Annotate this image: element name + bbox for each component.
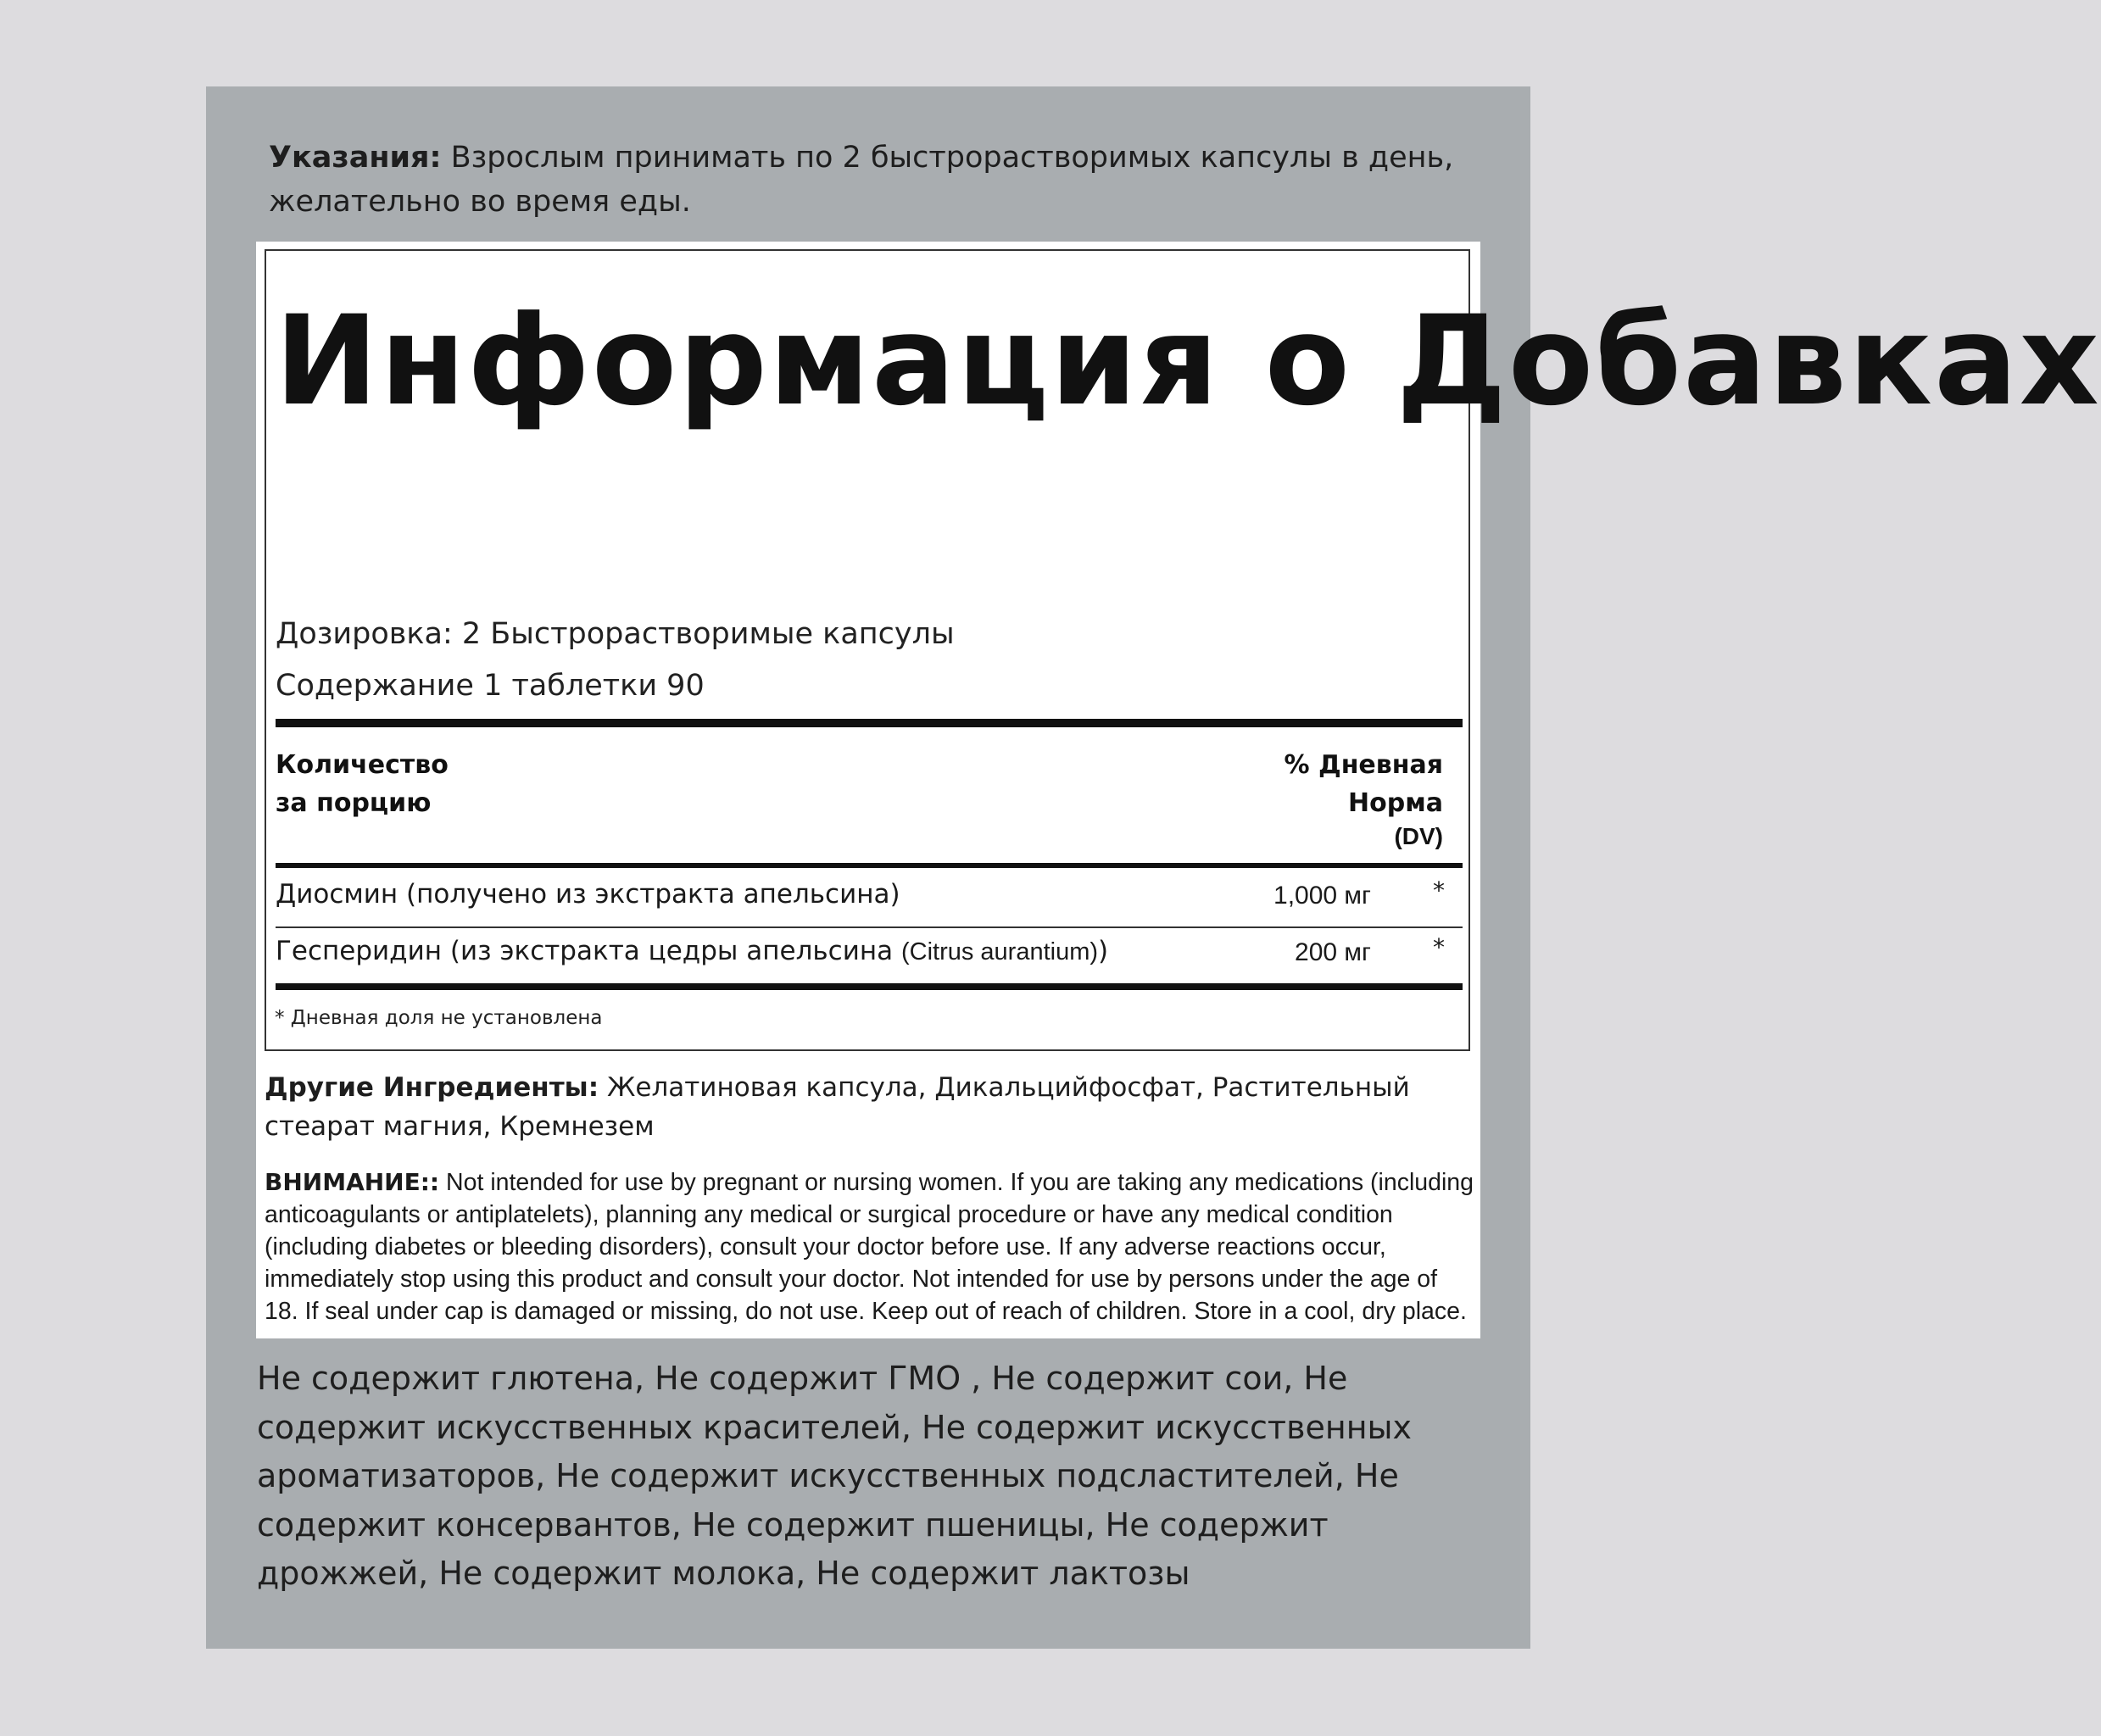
dv-header-line3: (DV) — [1394, 823, 1443, 849]
facts-title: Информация о Добавках — [275, 289, 2101, 433]
directions-label: Указания: — [269, 141, 442, 175]
thick-divider-bottom — [276, 983, 1463, 990]
nutrient-name: Диосмин (получено из экстракта апельсина) — [276, 879, 900, 910]
nutrient-name-end: ) — [1098, 936, 1109, 966]
other-ingredients-label: Другие Ингредиенты: — [265, 1072, 599, 1103]
nutrient-row-diosmin-amount: 1,000 мг — [1273, 882, 1371, 910]
other-ingredients — [265, 1068, 1468, 1146]
free-from-statement: Не содержит глютена, Не содержит ГМО , Не содержит сои, Не содержит искусственных красителей, Не содержит искусственных ароматизаторов, Не содержит искусственных подсластителей, Не содержит консервантов, Не содержит пшеницы, Не содержит дрожжей, Не содержит молока, Не содержит лактозы — [257, 1360, 1413, 1592]
amount-header-line1: Количество — [276, 750, 449, 780]
warning-text — [265, 1166, 1477, 1327]
warning-body: Not intended for use by pregnant or nursing women. If you are taking any medications (including anticoagulants or antiplatelets), planning any medical or surgical procedure or have any medical condition (including diabetes or bleeding disorders), consult your doctor before use. If any adverse reactions occur, immediately stop using this product and consult your doctor. Not intended for use by persons under the age of 18. If seal under cap is damaged or missing, do not use. Keep out of reach of children. Store in a cool, dry place. — [265, 1169, 1474, 1325]
servings-per-container: Содержание 1 таблетки 90 — [276, 669, 705, 703]
nutrient-row-diosmin-dv: * — [1433, 876, 1445, 904]
warning-label: ВНИМАНИЕ:: — [265, 1168, 440, 1196]
thick-divider-top — [276, 719, 1463, 727]
amount-per-serving-header — [276, 746, 449, 822]
header-divider — [276, 863, 1463, 868]
dv-header-line1: % Дневная — [1284, 750, 1443, 780]
supplement-facts-box — [265, 249, 2101, 1051]
directions-text — [269, 136, 1473, 224]
nutrient-row-hesperidin-name — [276, 936, 1108, 966]
nutrient-name: Гесперидин (из экстракта цедры апельсина — [276, 936, 901, 966]
directions-body: Взрослым принимать по 2 быстрорастворимых капсулы в день, желательно во время еды. — [269, 141, 1454, 219]
nutrient-row-hesperidin-amount: 200 мг — [1295, 938, 1371, 966]
nutrient-latin-name: (Citrus aurantium) — [900, 938, 1099, 965]
nutrient-row-hesperidin-dv: * — [1433, 933, 1445, 961]
row-divider — [276, 926, 1463, 928]
nutrient-row-diosmin-name — [276, 879, 900, 910]
dv-header-line2: Норма — [1348, 788, 1443, 818]
daily-value-footnote: * Дневная доля не установлена — [275, 1007, 603, 1029]
daily-value-header — [1284, 746, 1443, 851]
amount-header-line2: за порцию — [276, 788, 432, 818]
other-ingredients-text: Желатиновая капсула, Дикальцийфосфат, Растительный стеарат магния, Кремнезем — [265, 1072, 1410, 1142]
serving-size: Дозировка: 2 Быстрорастворимые капсулы — [276, 617, 955, 651]
